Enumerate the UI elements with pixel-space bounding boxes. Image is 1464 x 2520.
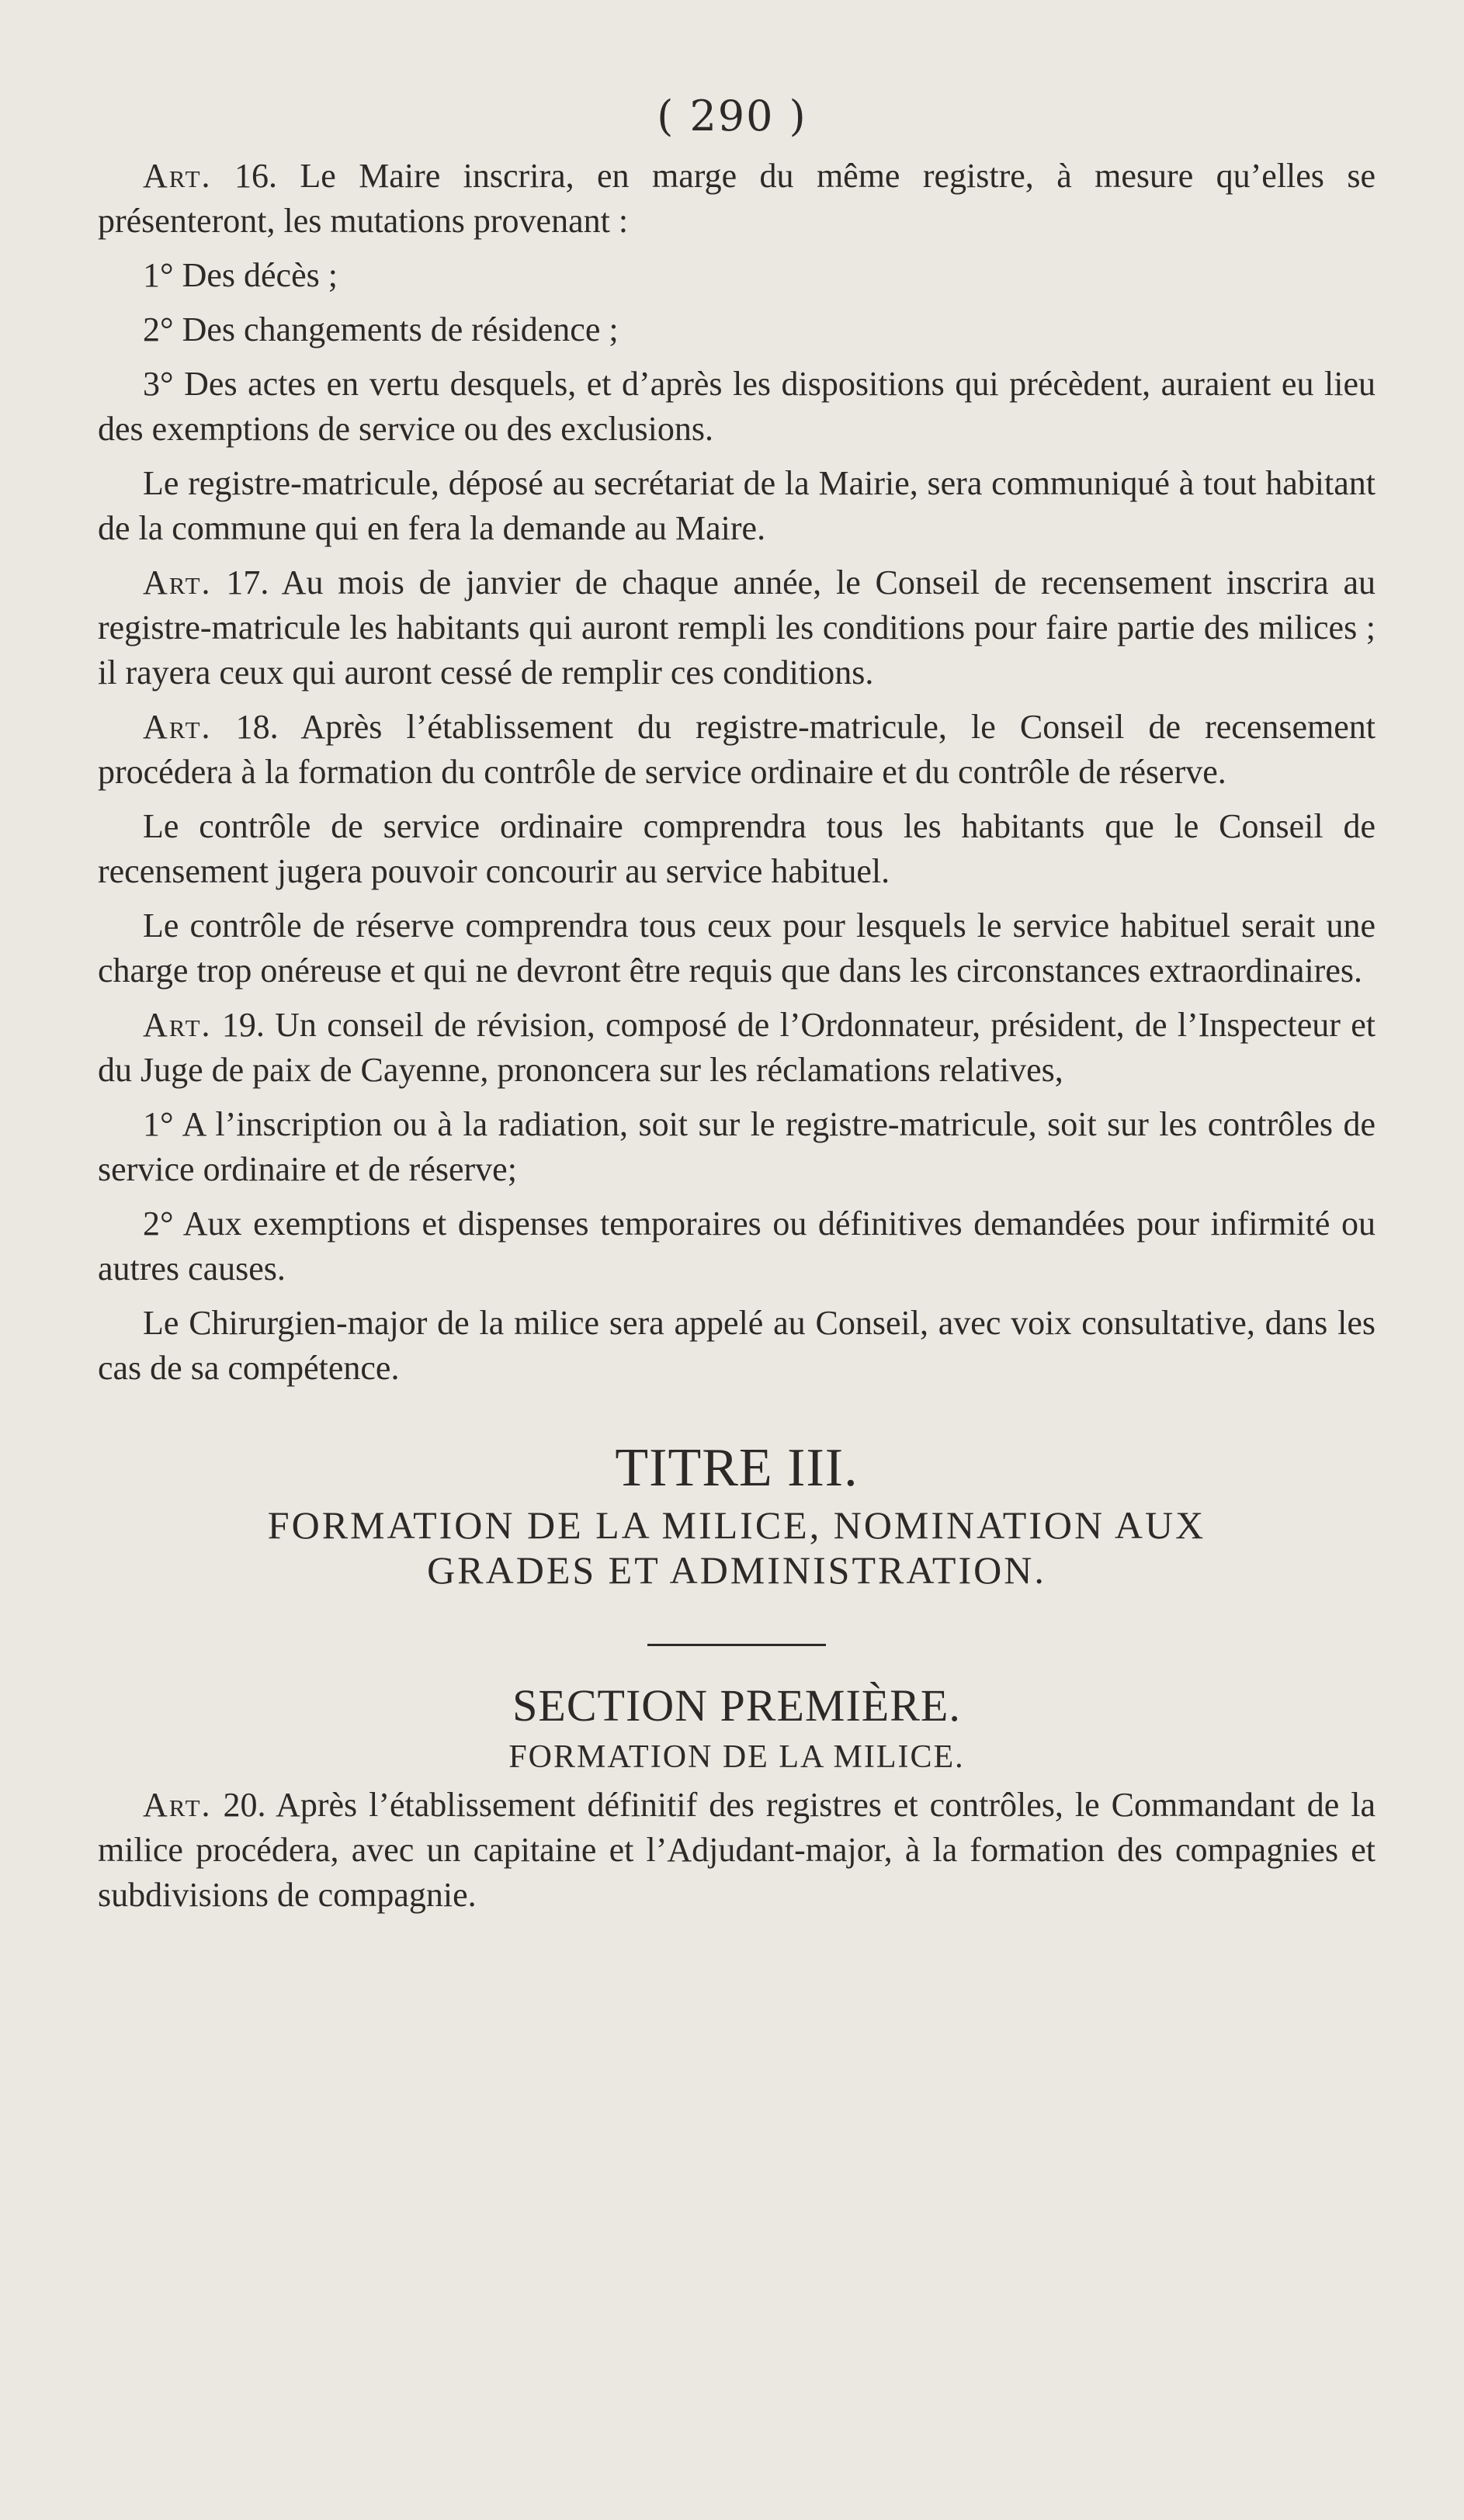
article-17 [98, 560, 1376, 695]
list-item: 1° Des décès ; [143, 256, 338, 294]
article-label: Art. [143, 1786, 212, 1824]
article-label: Art. [143, 1006, 212, 1044]
article-20 [98, 1783, 1376, 1918]
section-subtitle: FORMATION DE LA MILICE. [508, 1739, 965, 1775]
article-label: Art. [143, 708, 212, 746]
article-label: Art. [143, 563, 212, 601]
list-item: 3° Des actes en vertu desquels, et d’après les dispositions qui précèdent, auraient eu lieu des exemptions de service ou des exclusions. [98, 365, 1376, 448]
page-number: ( 290 ) [657, 92, 807, 140]
article-text: 19. Un conseil de révision, composé de l’Ordonnateur, président, de l’Inspecteur et du Juge de paix de Cayenne, prononcera sur les réclamations relatives, [98, 1006, 1376, 1089]
article-text: 20. Après l’établissement définitif des registres et contrôles, le Commandant de la milice procédera, avec un capitaine et l’Adjudant-major, à la formation des compagnies et subdivisions de compagnie. [98, 1786, 1376, 1914]
titre-subtitle-line2: GRADES ET ADMINISTRATION. [427, 1548, 1046, 1592]
article-text: 17. Au mois de janvier de chaque année, le Conseil de recensement inscrira au registre-matricule les habitants qui auront rempli les conditions pour faire partie des milices ; il rayera ceux qui auront cessé de remplir ces conditions. [98, 563, 1376, 692]
paragraph: Le registre-matricule, déposé au secrétariat de la Mairie, sera communiqué à tout habitant de la commune qui en fera la demande au Maire. [98, 464, 1376, 547]
page-body [98, 154, 1376, 1927]
article-19 [98, 1003, 1376, 1093]
list-item: 2° Des changements de résidence ; [143, 310, 619, 348]
article-16 [98, 154, 1376, 244]
paragraph: Le Chirurgien-major de la milice sera appelé au Conseil, avec voix consultative, dans les cas de sa compétence. [98, 1304, 1376, 1387]
paragraph: Le contrôle de service ordinaire comprendra tous les habitants que le Conseil de recensement jugera pouvoir concourir au service habituel. [98, 807, 1376, 890]
list-item: 1° A l’inscription ou à la radiation, soit sur le registre-matricule, soit sur les contrôles de service ordinaire et de réserve; [98, 1105, 1376, 1188]
section-divider [647, 1644, 826, 1646]
titre-heading: TITRE III. [615, 1438, 859, 1498]
list-item: 2° Aux exemptions et dispenses temporaires ou définitives demandées pour infirmité ou autres causes. [98, 1205, 1376, 1288]
article-text: 16. Le Maire inscrira, en marge du même registre, à mesure qu’elles se présenteront, les mutations provenant : [98, 157, 1376, 240]
article-label: Art. [143, 157, 212, 195]
paragraph: Le contrôle de réserve comprendra tous ceux pour lesquels le service habituel serait une charge trop onéreuse et qui ne devront être requis que dans les circonstances extraordinaires. [98, 906, 1376, 990]
article-18 [98, 705, 1376, 795]
section-heading: SECTION PREMIÈRE. [512, 1680, 961, 1731]
article-text: 18. Après l’établissement du registre-matricule, le Conseil de recensement procédera à la formation du contrôle de service ordinaire et du contrôle de réserve. [98, 708, 1376, 791]
titre-subtitle-line1: FORMATION DE LA MILICE, NOMINATION AUX [267, 1503, 1206, 1547]
